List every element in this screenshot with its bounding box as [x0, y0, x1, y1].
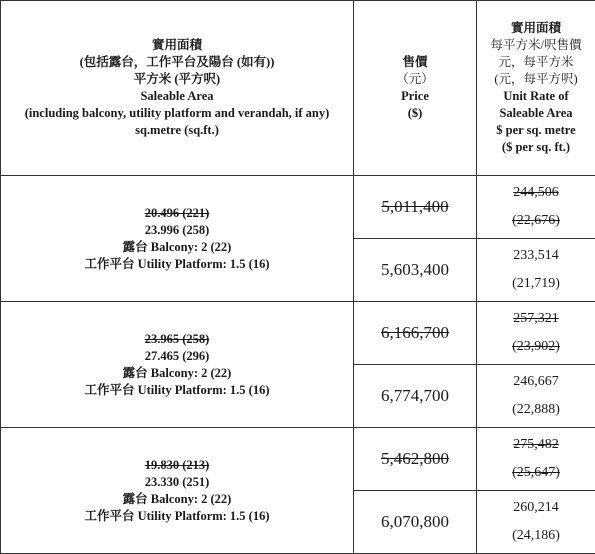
header-area-line: 實用面積 [3, 37, 351, 54]
header-rate-line: 元，每平方米 [479, 54, 593, 71]
rate-new-cell [477, 491, 595, 554]
rate-old-cell [477, 176, 595, 239]
table-row [1, 428, 595, 491]
rate-new-sqm: 246,667 [479, 372, 593, 392]
header-area-line: 平方米 (平方呎) [3, 71, 351, 88]
rate-new-cell [477, 239, 595, 302]
rate-new-sqm: 260,214 [479, 498, 593, 518]
header-area-line: Saleable Area [3, 88, 351, 105]
price-old: 6,166,700 [354, 302, 477, 365]
rate-old-cell [477, 428, 595, 491]
header-price [354, 1, 477, 176]
rate-old-sqft: (23,902) [479, 337, 593, 357]
rate-new-sqm: 233,514 [479, 246, 593, 266]
rate-new-sqft: (22,888) [479, 400, 593, 420]
rate-new-cell [477, 365, 595, 428]
header-price-line: 售價 [356, 54, 474, 71]
header-rate-line: Saleable Area [479, 105, 593, 122]
rate-old-sqft: (22,676) [479, 211, 593, 231]
utility-platform-label: 工作平台 Utility Platform: 1.5 (16) [3, 382, 351, 399]
table-row [1, 176, 595, 239]
price-new: 5,603,400 [354, 239, 477, 302]
price-new: 6,774,700 [354, 365, 477, 428]
rate-new-sqft: (24,186) [479, 526, 593, 546]
saleable-area-cell [1, 176, 354, 302]
table-row [1, 302, 595, 365]
rate-old-sqm: 275,482 [479, 435, 593, 455]
price-old: 5,011,400 [354, 176, 477, 239]
area-new-value: 23.330 (251) [3, 474, 351, 491]
header-unit-rate [477, 1, 595, 176]
header-rate-line: 每平方米/呎售價 [479, 37, 593, 54]
rate-old-cell [477, 302, 595, 365]
balcony-label: 露台 Balcony: 2 (22) [3, 491, 351, 508]
price-old: 5,462,800 [354, 428, 477, 491]
area-old-value: 23.965 (258) [3, 331, 351, 348]
rate-old-sqm: 257,321 [479, 309, 593, 329]
header-rate-line: (元，每平方呎) [479, 71, 593, 88]
header-price-line: Price [356, 88, 474, 105]
header-area-line: sq.metre (sq.ft.) [3, 122, 351, 139]
utility-platform-label: 工作平台 Utility Platform: 1.5 (16) [3, 256, 351, 273]
header-rate-line: Unit Rate of [479, 88, 593, 105]
header-area-line: (包括露台，工作平台及陽台 (如有)) [3, 54, 351, 71]
area-new-value: 23.996 (258) [3, 222, 351, 239]
saleable-area-cell [1, 428, 354, 554]
rate-old-sqm: 244,506 [479, 183, 593, 203]
balcony-label: 露台 Balcony: 2 (22) [3, 239, 351, 256]
area-old-value: 20.496 (221) [3, 205, 351, 222]
balcony-label: 露台 Balcony: 2 (22) [3, 365, 351, 382]
header-rate-line: ($ per sq. ft.) [479, 139, 593, 156]
rate-old-sqft: (25,647) [479, 463, 593, 483]
header-saleable-area [1, 1, 354, 176]
price-new: 6,070,800 [354, 491, 477, 554]
saleable-area-cell [1, 302, 354, 428]
rate-new-sqft: (21,719) [479, 274, 593, 294]
header-rate-line: $ per sq. metre [479, 122, 593, 139]
header-price-line: （元） [356, 71, 474, 88]
header-price-line: ($) [356, 105, 474, 122]
header-rate-line: 實用面積 [479, 20, 593, 37]
area-old-value: 19.830 (213) [3, 457, 351, 474]
area-new-value: 27.465 (296) [3, 348, 351, 365]
utility-platform-label: 工作平台 Utility Platform: 1.5 (16) [3, 508, 351, 525]
header-area-line: (including balcony, utility platform and verandah, if any) [3, 105, 351, 122]
